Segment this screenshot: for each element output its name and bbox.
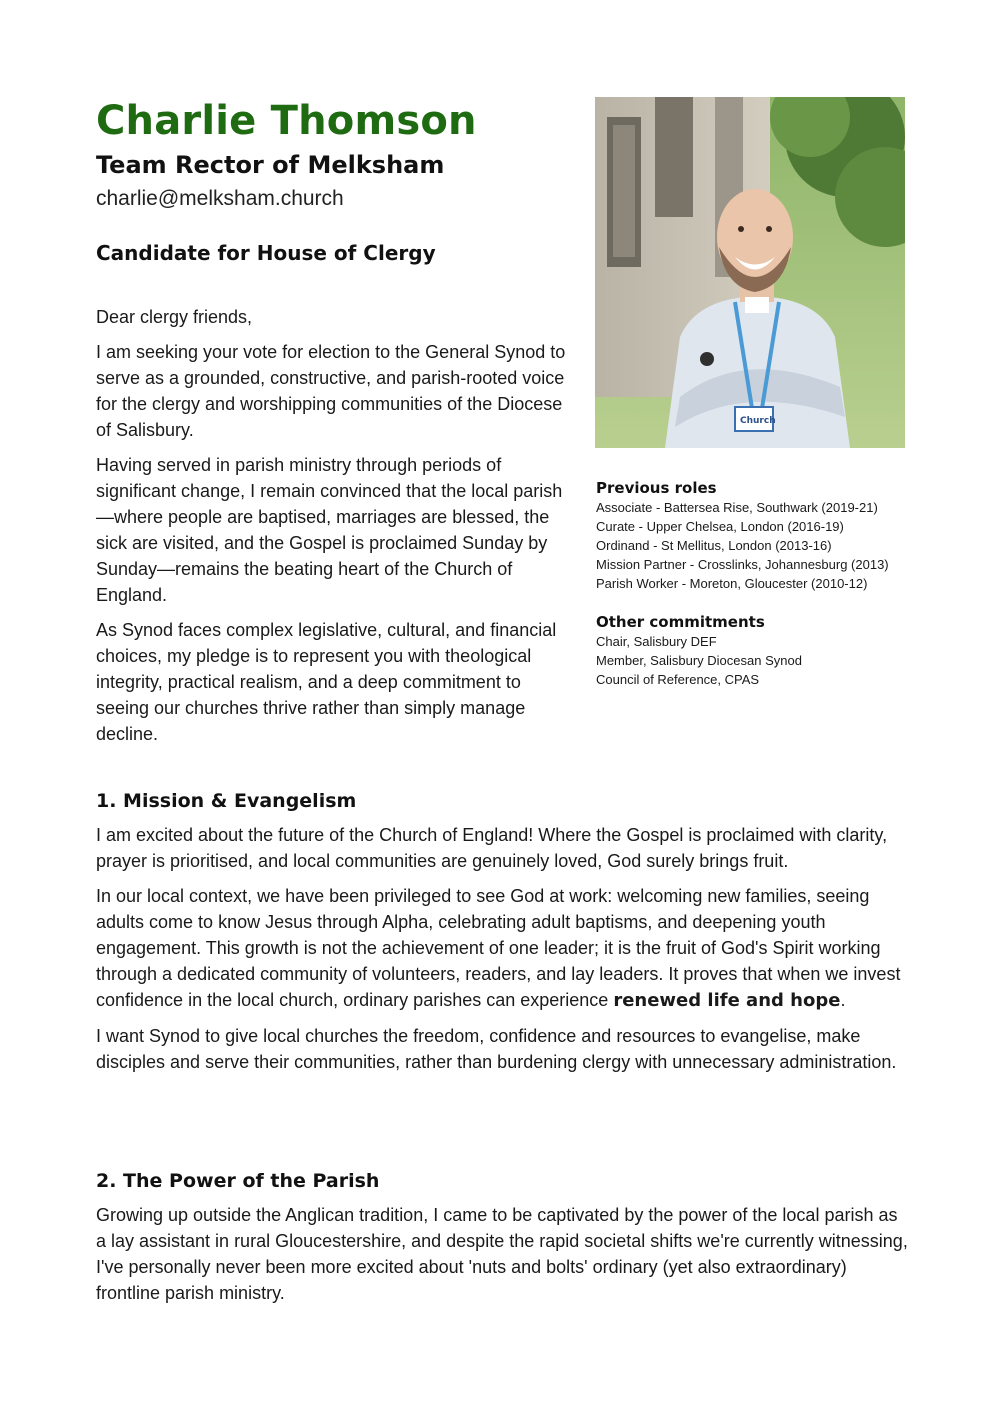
section-paragraph: I want Synod to give local churches the freedom, confidence and resources to evangelise, make disciples and serve their communities, rather than burdening clergy with unnecessary administration.: [96, 1026, 897, 1072]
previous-roles-heading: Previous roles: [596, 479, 717, 497]
portrait-illustration: [595, 97, 905, 448]
list-item: Chair, Salisbury DEF: [596, 634, 717, 649]
previous-roles-list: [596, 498, 916, 593]
section-paragraph: Growing up outside the Anglican tradition, I came to be captivated by the power of the local parish as a lay assistant in rural Gloucestershire, and despite the rapid societal shifts we're currently witnessing, I've personally never been more excited about 'nuts and bolts' ordinary (yet also extraordinary) frontline parish ministry.: [96, 1205, 908, 1303]
salutation: Dear clergy friends,: [96, 307, 253, 327]
intro-paragraph: Having served in parish ministry through periods of significant change, I remain convinced that the local parish—where people are baptised, marriages are blessed, the sick are visited, and the Gospel is proclaimed Sunday by Sunday—remains the beating heart of the Church of England.: [96, 455, 563, 605]
candidate-photo: [595, 97, 905, 448]
list-item: Associate - Battersea Rise, Southwark (2019-21): [596, 500, 878, 515]
section-mission-evangelism: [96, 788, 908, 1084]
emphasis-text: renewed life and hope: [613, 990, 841, 1011]
list-item: Ordinand - St Mellitus, London (2013-16): [596, 538, 832, 553]
previous-roles: [596, 478, 916, 593]
list-item: Parish Worker - Moreton, Gloucester (2010-12): [596, 576, 868, 591]
sidebar: [596, 478, 916, 689]
section-paragraph: [96, 883, 908, 1014]
other-commitments: [596, 612, 916, 689]
other-commitments-heading: Other commitments: [596, 613, 765, 631]
list-item: Curate - Upper Chelsea, London (2016-19): [596, 519, 844, 534]
candidate-name: Charlie Thomson: [96, 98, 477, 144]
intro-paragraph: As Synod faces complex legislative, cultural, and financial choices, my pledge is to represent you with theological integrity, practical realism, and a deep commitment to seeing our churches thrive rather than simply manage decline.: [96, 620, 557, 744]
intro-letter: [96, 304, 576, 756]
section-heading: 2. The Power of the Parish: [96, 1170, 380, 1192]
section-power-of-parish: [96, 1168, 908, 1315]
list-item: Council of Reference, CPAS: [596, 672, 760, 687]
other-commitments-list: [596, 632, 916, 689]
section-paragraph: I am excited about the future of the Church of England! Where the Gospel is proclaimed with clarity, prayer is prioritised, and local communities are genuinely loved, God surely brings fruit.: [96, 825, 888, 871]
intro-paragraph: I am seeking your vote for election to the General Synod to serve as a grounded, constructive, and parish-rooted voice for the clergy and worshipping communities of the Diocese of Salisbury.: [96, 342, 566, 440]
list-item: Mission Partner - Crosslinks, Johannesburg (2013): [596, 557, 889, 572]
candidacy-heading: Candidate for House of Clergy: [96, 241, 436, 265]
paragraph-text: In our local context, we have been privileged to see God at work: welcoming new families, seeing adults come to know Jesus through Alpha, celebrating adult baptisms, and deepening youth engagement. This growth is not the achievement of one leader; it is the fruit of God's Spirit working through a dedicated community of volunteers, readers, and lay leaders. It proves that when we invest confidence in the local church, ordinary parishes can experience: [96, 886, 901, 1010]
candidate-role: Team Rector of Melksham: [96, 151, 445, 179]
paragraph-end: .: [840, 990, 846, 1010]
list-item: Member, Salisbury Diocesan Synod: [596, 653, 802, 668]
candidate-email: charlie@melksham.church: [96, 187, 344, 210]
header: [96, 96, 576, 266]
badge-label: Church: [740, 416, 776, 426]
section-heading: 1. Mission & Evangelism: [96, 790, 357, 812]
